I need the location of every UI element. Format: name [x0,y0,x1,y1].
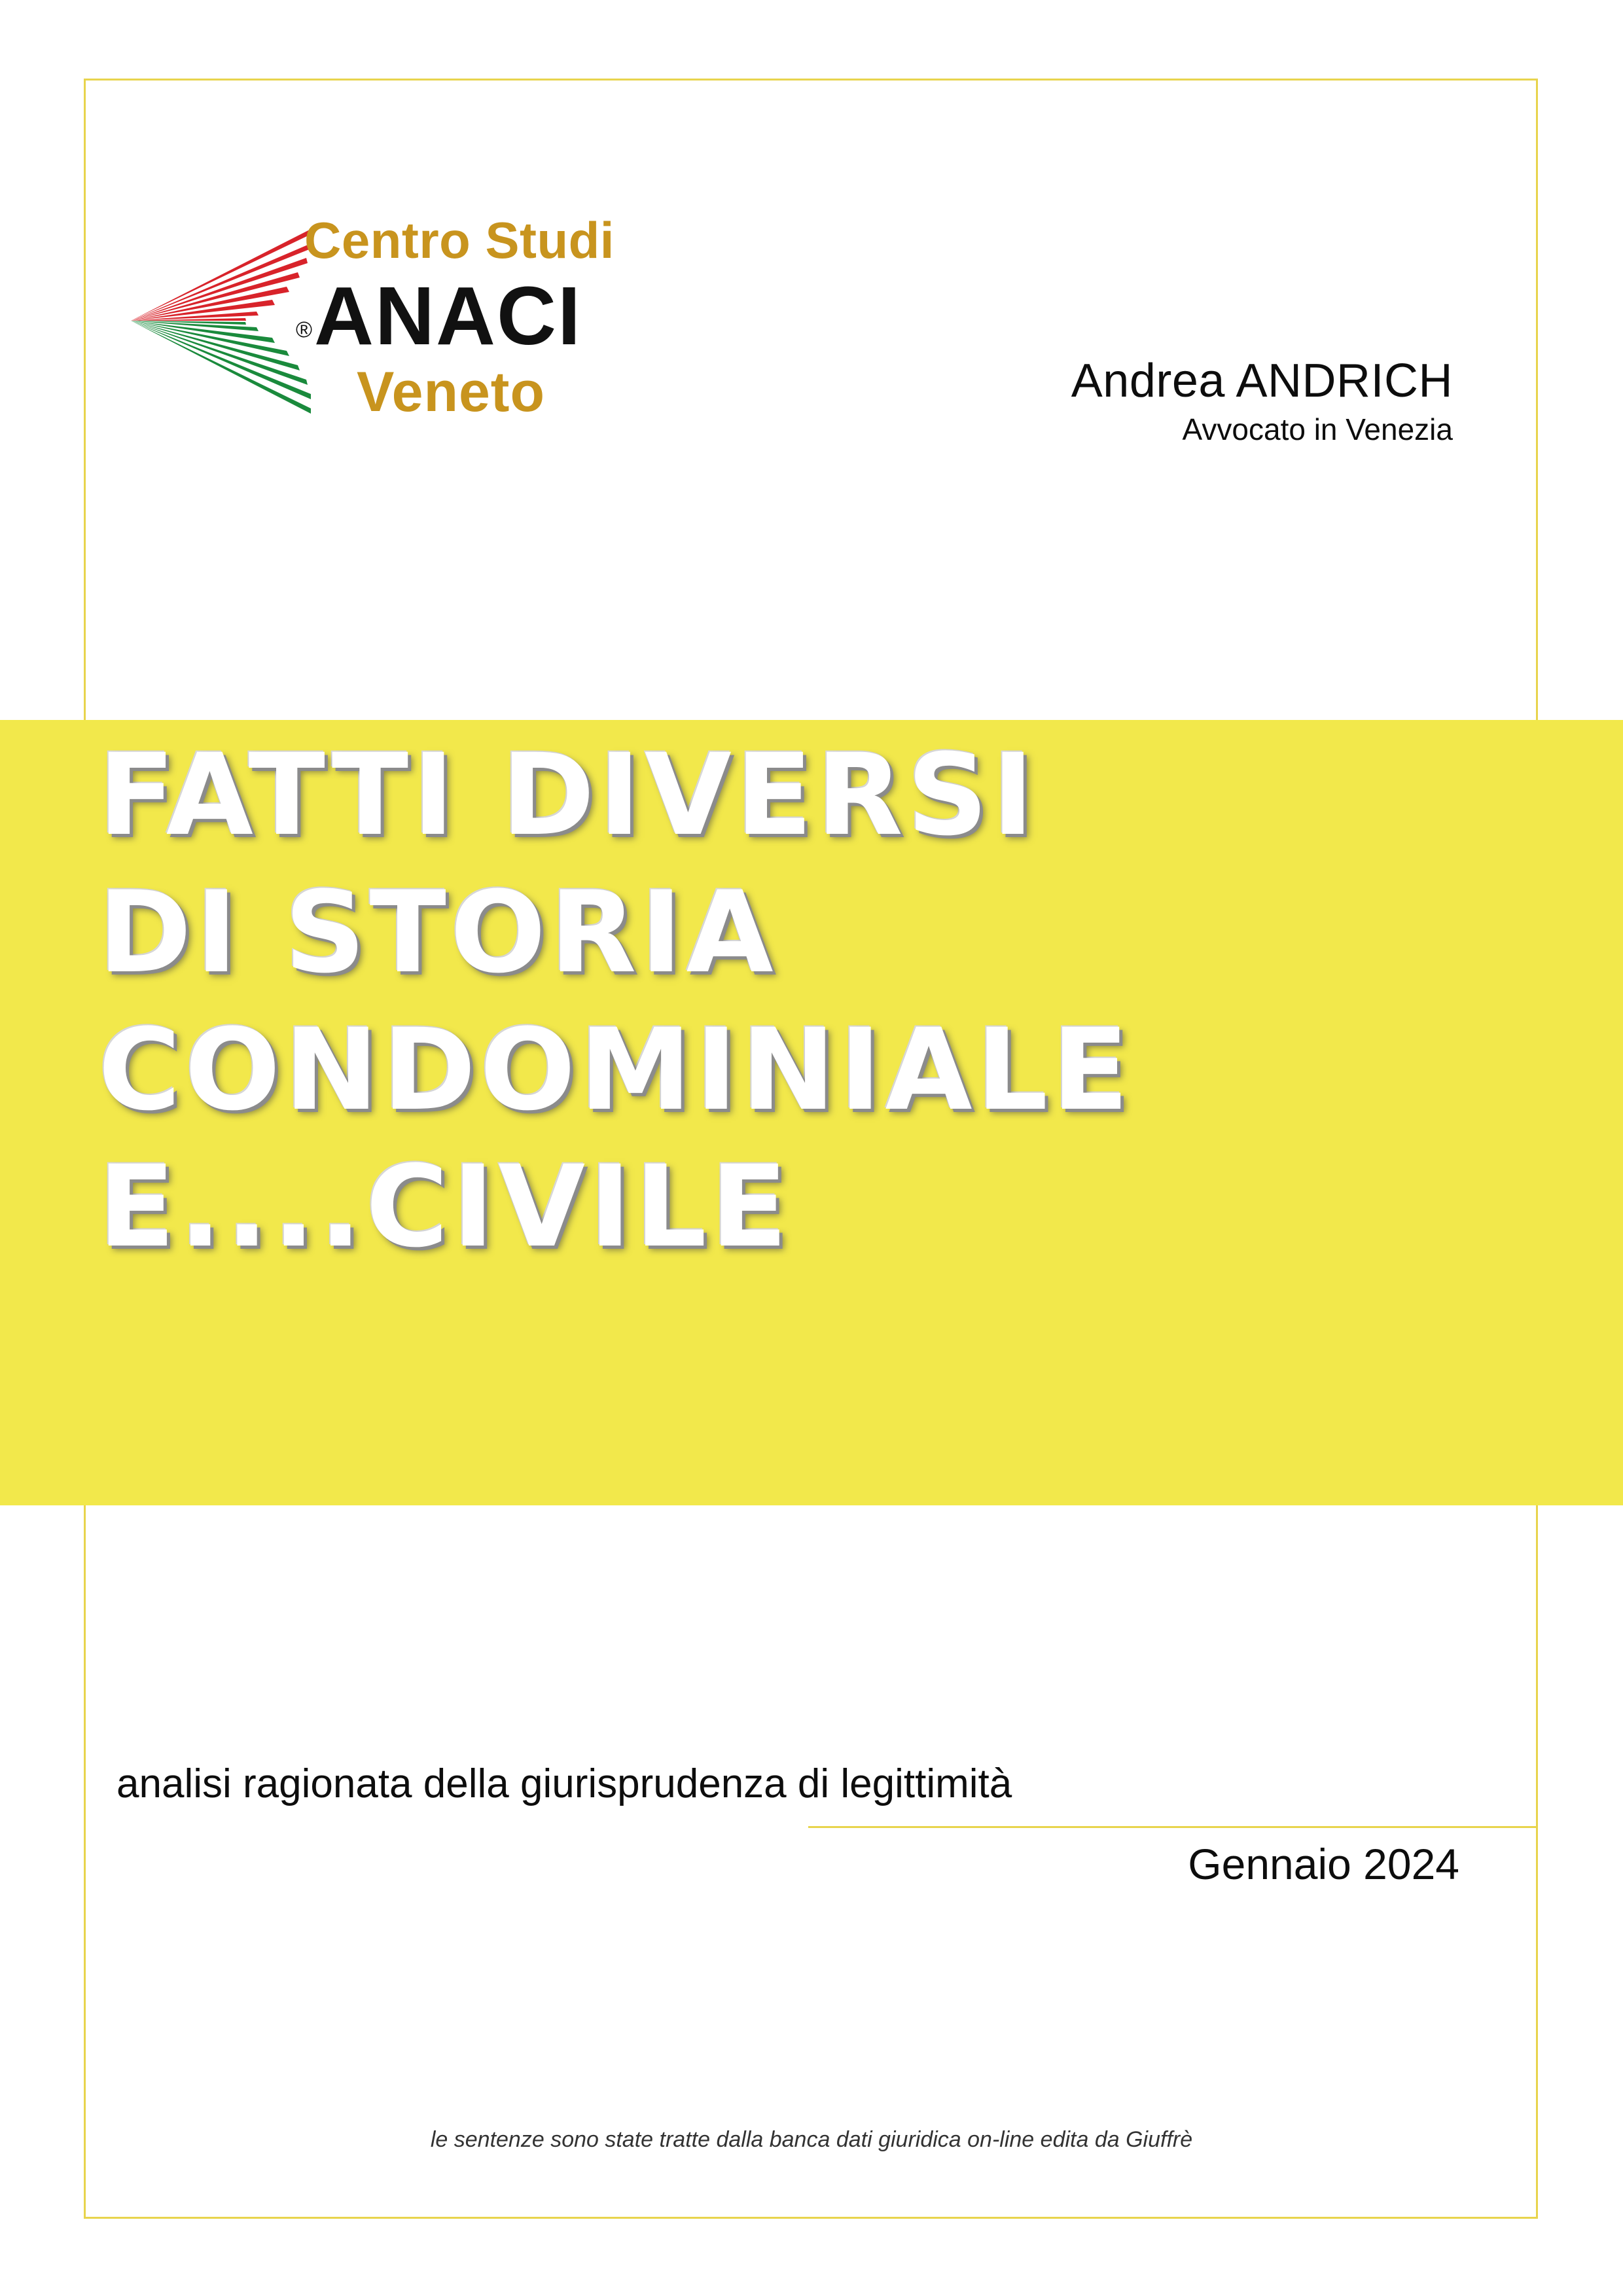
anaci-fan-logo-icon [118,223,314,419]
document-date: Gennaio 2024 [1188,1840,1459,1888]
logo-text-veneto: Veneto [357,361,545,423]
title-line-2: DI STORIA [98,866,777,998]
author-role: Avvocato in Venezia [1182,412,1453,446]
logo-registered-mark: ® [296,317,313,342]
author-name: Andrea ANDRICH [1071,355,1453,407]
title-line-4: E....CIVILE [98,1141,792,1273]
logo-text-anaci: ANACI [314,270,582,362]
logo-text-centro-studi: Centro Studi [304,211,615,269]
title-line-3: CONDOMINIALE [98,1003,1133,1136]
title-line-1: FATTI DIVERSI [98,729,1038,861]
author-block [864,357,1453,447]
anaci-logo [118,196,707,471]
subtitle-divider [808,1826,1538,1828]
document-footnote: le sentenze sono state tratte dalla banca dati giuridica on-line edita da Giuffrè [430,2127,1193,2152]
document-title [98,726,1584,1276]
document-subtitle: analisi ragionata della giurisprudenza di legittimità [116,1761,1012,1806]
